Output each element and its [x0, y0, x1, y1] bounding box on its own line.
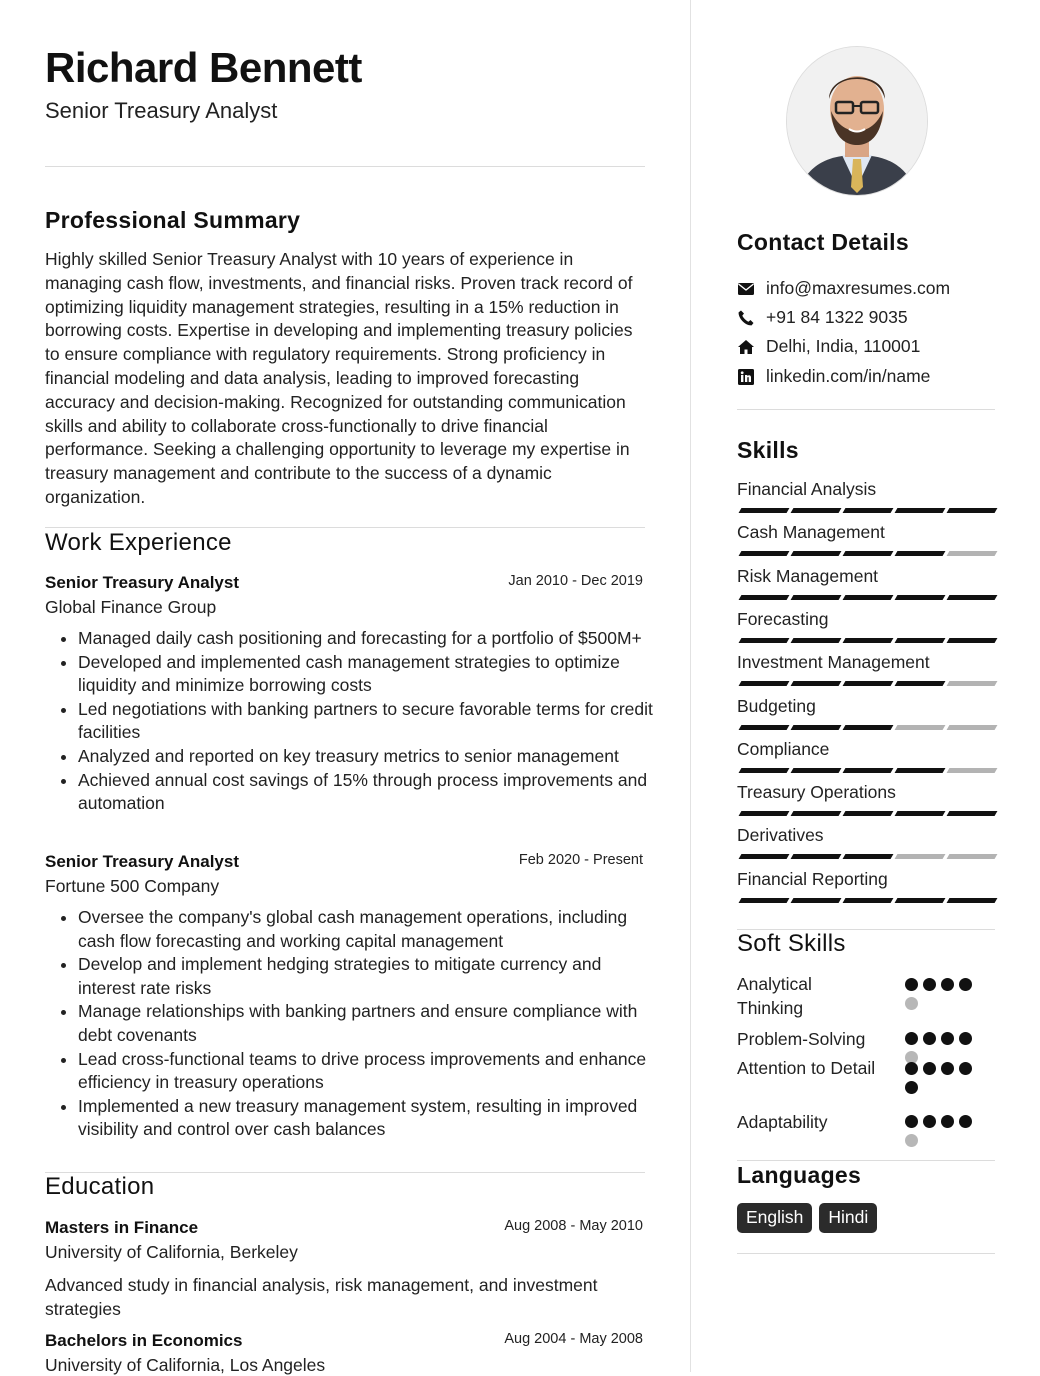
- skill-level-segment: [895, 725, 946, 730]
- soft-skill-dot: [905, 1115, 918, 1128]
- languages-list: [737, 1203, 877, 1233]
- skill-level-segment: [947, 508, 998, 513]
- skill-level-segment: [843, 768, 894, 773]
- skill-name: Derivatives: [737, 825, 824, 846]
- skill-level-segment: [947, 725, 998, 730]
- education-degree: Masters in Finance: [45, 1218, 199, 1237]
- skill-level-segment: [843, 551, 894, 556]
- soft-skill-dot: [905, 1081, 918, 1094]
- soft-skill-name: Analytical Thinking: [737, 974, 812, 1018]
- skill-level-segment: [843, 854, 894, 859]
- soft-skill-rating: [905, 978, 985, 1010]
- skill-name: Financial Reporting: [737, 868, 888, 889]
- soft-skill-dot: [941, 1115, 954, 1128]
- skill-name: Budgeting: [737, 695, 816, 716]
- soft-skills-heading: Soft Skills: [737, 930, 846, 957]
- soft-skill-dot: [923, 978, 936, 991]
- job-bullet: • Managed daily cash positioning and forecasting for a portfolio of $500M+: [78, 627, 653, 651]
- skill-level-segment: [843, 638, 894, 643]
- skill-level-segment: [791, 898, 842, 903]
- job-bullets: [45, 906, 653, 1142]
- column-divider: [690, 0, 691, 1372]
- skill-level-segment: [895, 811, 946, 816]
- soft-skill-rating: [905, 1032, 985, 1064]
- education-school: University of California, Berkeley: [45, 1242, 298, 1262]
- skill-level-bar: [740, 725, 996, 730]
- skill-level-segment: [947, 595, 998, 600]
- skill-level-segment: [791, 638, 842, 643]
- contact-phone[interactable]: [737, 307, 908, 328]
- skill-level-segment: [739, 854, 790, 859]
- envelope-icon: [737, 280, 755, 298]
- skill-level-segment: [895, 768, 946, 773]
- skill-level-segment: [791, 854, 842, 859]
- education-heading: Education: [45, 1173, 155, 1200]
- job-bullet: • Achieved annual cost savings of 15% through process improvements and automation: [78, 769, 653, 816]
- soft-skill-rating: [905, 1115, 985, 1147]
- skill-level-segment: [843, 681, 894, 686]
- candidate-title: Senior Treasury Analyst: [45, 98, 278, 123]
- soft-skill-dot: [959, 978, 972, 991]
- job-bullet: • Developed and implemented cash management strategies to optimize liquidity and minimize borrowing costs: [78, 651, 653, 698]
- skill-level-segment: [791, 768, 842, 773]
- skill-name: Financial Analysis: [737, 479, 877, 499]
- contact-email[interactable]: [737, 278, 950, 299]
- soft-skill-name: Adaptability: [737, 1112, 828, 1132]
- skill-level-segment: [947, 681, 998, 686]
- linkedin-icon: [737, 368, 755, 386]
- soft-skill-dot: [959, 1032, 972, 1045]
- skill-level-bar: [740, 508, 996, 513]
- languages-divider: [737, 1253, 995, 1254]
- skill-level-segment: [739, 551, 790, 556]
- header-divider: [45, 166, 645, 167]
- contact-phone-text: +91 84 1322 9035: [766, 307, 908, 327]
- contact-email-text: info@maxresumes.com: [766, 278, 951, 298]
- experience-heading: Work Experience: [45, 529, 232, 556]
- soft-skill-dot: [941, 1032, 954, 1045]
- skill-level-segment: [947, 551, 998, 556]
- soft-skill-dot: [905, 1062, 918, 1075]
- job-role: Senior Treasury Analyst: [45, 573, 240, 592]
- summary-divider: [45, 527, 645, 528]
- skill-level-bar: [740, 768, 996, 773]
- skill-level-segment: [843, 508, 894, 513]
- soft-skill-name: Attention to Detail: [737, 1058, 876, 1078]
- soft-skill-dot: [923, 1032, 936, 1045]
- job-date: Jan 2010 - Dec 2019: [508, 573, 643, 589]
- soft-skill-rating: [905, 1062, 985, 1094]
- phone-icon: [737, 309, 755, 327]
- skill-name: Forecasting: [737, 608, 829, 629]
- skill-level-segment: [791, 811, 842, 816]
- skill-level-segment: [947, 638, 998, 643]
- education-school: University of California, Los Angeles: [45, 1355, 326, 1375]
- avatar: [786, 46, 928, 196]
- skill-level-segment: [739, 898, 790, 903]
- soft-skill-dot: [905, 997, 918, 1010]
- soft-skill-dot: [923, 1062, 936, 1075]
- skill-level-bar: [740, 595, 996, 600]
- contact-linkedin-text: linkedin.com/in/name: [766, 366, 931, 386]
- skill-level-bar: [740, 681, 996, 686]
- skill-level-bar: [740, 854, 996, 859]
- job-bullet: • Led negotiations with banking partners to secure favorable terms for credit facilities: [78, 698, 653, 745]
- skills-heading: Skills: [737, 437, 799, 463]
- job-bullet: • Oversee the company's global cash management operations, including cash flow forecasting and working capital management: [78, 906, 653, 953]
- job-bullet: • Implemented a new treasury management system, resulting in improved visibility and control over cash balances: [78, 1095, 653, 1142]
- skill-level-segment: [739, 508, 790, 513]
- skill-name: Treasury Operations: [737, 782, 896, 803]
- skill-level-segment: [895, 551, 946, 556]
- skill-level-segment: [947, 811, 998, 816]
- skill-name: Compliance: [737, 738, 830, 759]
- job-date: Feb 2020 - Present: [518, 852, 643, 868]
- education-date: Aug 2008 - May 2010: [504, 1218, 643, 1234]
- language-tag: Hindi: [819, 1203, 877, 1233]
- skill-level-segment: [739, 725, 790, 730]
- skill-level-segment: [895, 595, 946, 600]
- skill-level-segment: [843, 898, 894, 903]
- soft-skill-dot: [941, 978, 954, 991]
- soft-skill-dot: [905, 1032, 918, 1045]
- contact-location-text: Delhi, India, 110001: [766, 336, 921, 356]
- job-bullet: • Manage relationships with banking partners and ensure compliance with debt covenants: [78, 1000, 653, 1047]
- skill-level-bar: [740, 638, 996, 643]
- skill-level-segment: [843, 595, 894, 600]
- skill-level-segment: [947, 768, 998, 773]
- skill-level-segment: [895, 854, 946, 859]
- skill-level-segment: [895, 681, 946, 686]
- skill-level-segment: [895, 638, 946, 643]
- education-degree: Bachelors in Economics: [45, 1331, 243, 1350]
- skill-level-segment: [947, 854, 998, 859]
- skill-level-segment: [843, 811, 894, 816]
- skill-level-segment: [791, 508, 842, 513]
- skill-level-segment: [739, 681, 790, 686]
- skill-level-segment: [791, 595, 842, 600]
- skill-level-segment: [895, 508, 946, 513]
- job-role: Senior Treasury Analyst: [45, 852, 240, 871]
- skill-level-bar: [740, 811, 996, 816]
- skill-level-bar: [740, 551, 996, 556]
- skill-level-segment: [843, 725, 894, 730]
- language-tag: English: [737, 1203, 812, 1233]
- skill-level-bar: [740, 898, 996, 903]
- contact-linkedin[interactable]: [737, 366, 930, 387]
- soft-skill-dot: [941, 1062, 954, 1075]
- contact-heading: Contact Details: [737, 229, 909, 255]
- soft-skill-dot: [959, 1115, 972, 1128]
- skill-level-segment: [791, 725, 842, 730]
- soft-skills-divider: [737, 1160, 995, 1161]
- job-bullet: • Analyzed and reported on key treasury metrics to senior management: [78, 745, 653, 769]
- skill-level-segment: [895, 898, 946, 903]
- skill-level-segment: [739, 768, 790, 773]
- skill-level-segment: [739, 811, 790, 816]
- contact-divider: [737, 409, 995, 410]
- soft-skill-dot: [905, 978, 918, 991]
- job-bullet: • Lead cross-functional teams to drive process improvements and enhance efficiency in treasury operations: [78, 1048, 653, 1095]
- candidate-name: Richard Bennett: [45, 44, 362, 91]
- education-description: Advanced study in financial analysis, risk management, and investment strategies: [45, 1275, 598, 1319]
- skill-level-segment: [739, 638, 790, 643]
- job-company: Fortune 500 Company: [45, 876, 220, 896]
- soft-skill-name: Problem-Solving: [737, 1029, 866, 1049]
- skill-level-segment: [947, 898, 998, 903]
- skill-name: Investment Management: [737, 652, 930, 673]
- soft-skill-dot: [905, 1134, 918, 1147]
- soft-skill-dot: [923, 1115, 936, 1128]
- skill-level-segment: [739, 595, 790, 600]
- summary-text: Highly skilled Senior Treasury Analyst with 10 years of experience in managing cash flow, investments, and financial risks. Proven track record of optimizing liquidity management strategies, resulting in a 15% reduction in borrowing costs. Expertise in developing and implementing treasury policies to ensure compliance with regulatory requirements. Strong proficiency in financial modeling and data analysis, leading to improved forecasting accuracy and decision-making. Recognized for outstanding communication skills and ability to collaborate cross-functionally to drive financial performance. Seeking a challenging opportunity to leverage my expertise in treasury management and contribute to the success of a dynamic organization.: [45, 249, 633, 507]
- job-company: Global Finance Group: [45, 597, 217, 617]
- skill-level-segment: [791, 681, 842, 686]
- skill-level-segment: [791, 551, 842, 556]
- job-bullet: • Develop and implement hedging strategies to mitigate currency and interest rate risks: [78, 953, 653, 1000]
- home-icon: [737, 338, 755, 356]
- contact-location: [737, 336, 920, 357]
- skill-name: Cash Management: [737, 522, 885, 543]
- skill-name: Risk Management: [737, 565, 879, 586]
- summary-heading: Professional Summary: [45, 207, 301, 233]
- soft-skill-dot: [959, 1062, 972, 1075]
- education-date: Aug 2004 - May 2008: [504, 1331, 643, 1347]
- languages-heading: Languages: [737, 1162, 862, 1188]
- job-bullets: [45, 627, 653, 816]
